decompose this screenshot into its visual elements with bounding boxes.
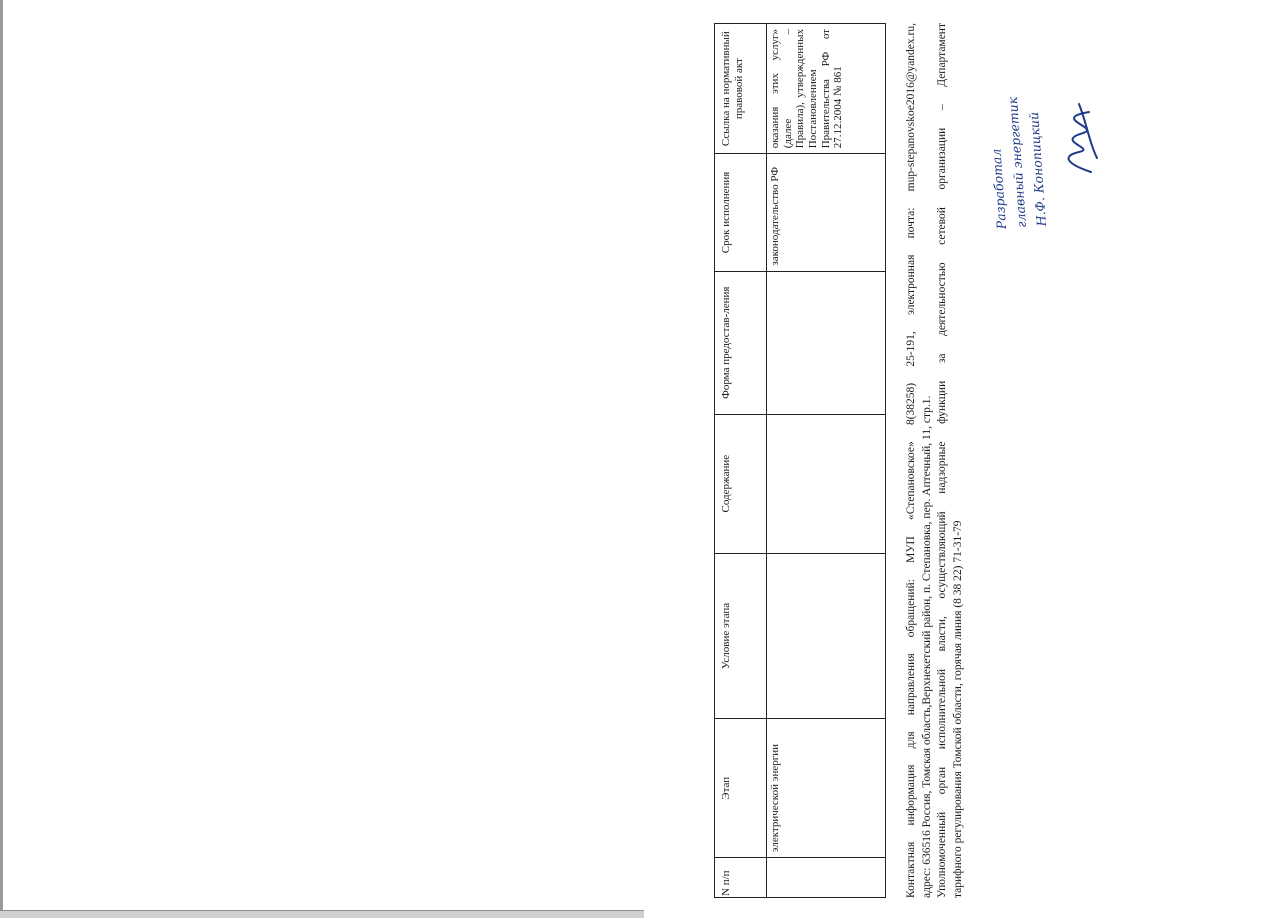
cell-deadline: законодательство РФ (767, 154, 886, 271)
header-legal-reference: Ссылка на нормативный правовой акт (715, 24, 767, 154)
header-condition: Условие этапа (715, 553, 767, 719)
header-number: N п/п (715, 858, 767, 898)
header-content: Содержание (715, 414, 767, 553)
cell-content (767, 414, 886, 553)
cell-number (767, 858, 886, 898)
header-stage: Этап (715, 719, 767, 858)
scan-edge (0, 911, 644, 918)
cell-condition (767, 553, 886, 719)
handwritten-note (976, 0, 1052, 230)
contact-information (904, 23, 935, 898)
note-line: главный энергетик (1004, 96, 1030, 229)
header-form: Форма предостав-ления (715, 271, 767, 414)
reference-line: оказания этих услуг» (далее – (769, 29, 794, 149)
table-row (767, 24, 886, 898)
header-deadline: Срок исполнения (715, 154, 767, 271)
reference-line: Правительства РФ от (819, 29, 832, 149)
supervisory-authority (935, 23, 966, 898)
contact-line: Контактная информация для направления обращений: МУП «Степановское» 8(38258) 25-191, электронная почта: mup-stepanovskoe2016@yandex.ru, (905, 23, 917, 898)
cell-form (767, 271, 886, 414)
handwritten-signature (1049, 98, 1109, 178)
table-header-row (715, 24, 767, 898)
cell-legal-reference (767, 24, 886, 154)
reference-line: 27.12.2004 № 861 (832, 66, 845, 149)
procedure-table (714, 23, 886, 898)
authority-line: Уполномоченный орган исполнительной власти, осуществляющий надзорные функции за деятельностью сетевой организации – Департамент (936, 23, 948, 898)
rotated-document-page (644, 0, 1288, 918)
authority-line: тарифного регулирования Томской области, горячая линия (8 38 22) 71-31-79 (951, 520, 964, 898)
note-line: Н.Ф. Конопицкий (1026, 111, 1049, 227)
reference-line: Постановлением (806, 69, 819, 149)
reference-line: Правила), утвержденных (794, 29, 807, 149)
contact-line: адрес: 636516 Россия, Томская область,Верхнекетский район, п. Степановка, пер. Аптечный, 11, стр.1. (920, 395, 933, 898)
scan-edge (0, 0, 3, 918)
cell-stage: электрической энергии (767, 719, 886, 858)
note-line: Разработал (988, 148, 1010, 230)
